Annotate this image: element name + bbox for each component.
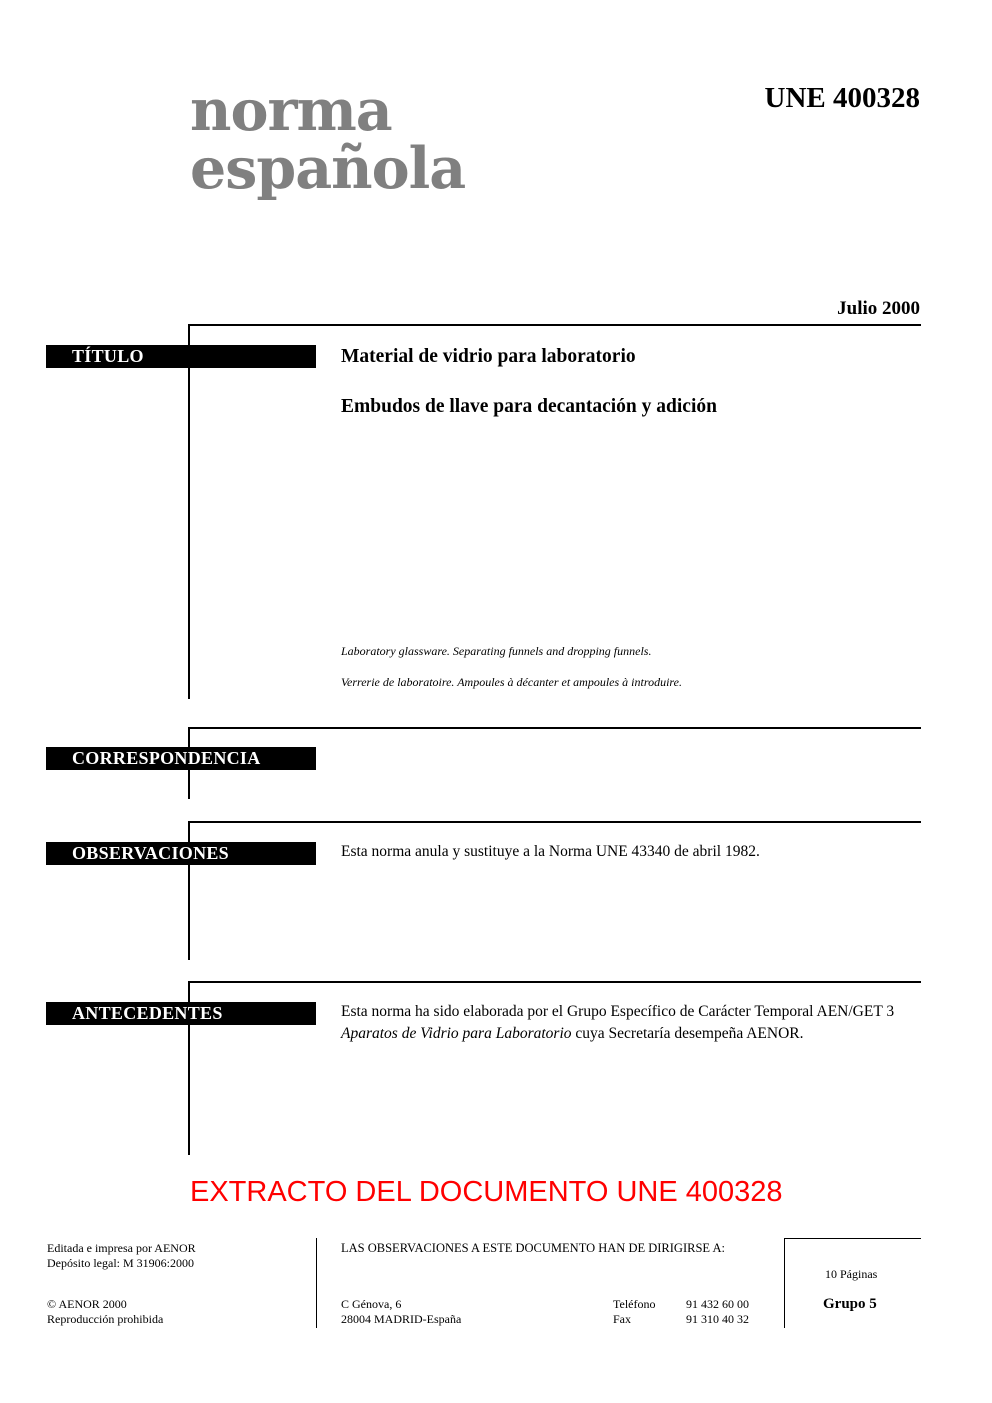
price-group: Grupo 5 — [823, 1296, 877, 1312]
phone-value: 91 432 60 00 — [686, 1297, 749, 1311]
contact-values — [686, 1297, 749, 1327]
footer-box-top — [784, 1238, 921, 1239]
page-count: 10 Páginas — [825, 1267, 878, 1281]
edited-by: Editada e impresa por AENOR — [47, 1241, 196, 1255]
subtitle: Embudos de llave para decantación y adición — [341, 396, 717, 417]
standard-code: UNE 400328 — [764, 82, 920, 114]
section-label-observaciones: OBSERVACIONES — [46, 842, 316, 865]
observations-heading: LAS OBSERVACIONES A ESTE DOCUMENTO HAN DE DIRIGIRSE A: — [341, 1241, 725, 1255]
brand-title — [190, 77, 466, 202]
english-title: Laboratory glassware. Separating funnels and dropping funnels. — [341, 644, 652, 658]
fax-label: Fax — [613, 1312, 631, 1326]
fax-value: 91 310 40 32 — [686, 1312, 749, 1326]
observaciones-text: Esta norma anula y sustituye a la Norma UNE 43340 de abril 1982. — [341, 843, 760, 860]
section-divider-correspondencia — [188, 727, 921, 729]
french-title: Verrerie de laboratoire. Ampoules à décanter et ampoules à introduire. — [341, 675, 682, 689]
brand-line-2: española — [190, 135, 466, 202]
section-label-correspondencia: CORRESPONDENCIA — [46, 747, 316, 770]
antecedentes-line-2-rest: cuya Secretaría desempeña AENOR. — [571, 1025, 804, 1042]
section-vline-titulo — [188, 324, 190, 699]
antecedentes-line-2 — [341, 1023, 931, 1045]
footer-publisher — [47, 1241, 196, 1271]
extract-notice: EXTRACTO DEL DOCUMENTO UNE 400328 — [190, 1176, 783, 1208]
section-divider-observaciones — [188, 821, 921, 823]
footer-copyright — [47, 1297, 163, 1327]
reproduction-notice: Reproducción prohibida — [47, 1312, 164, 1326]
main-title: Material de vidrio para laboratorio — [341, 346, 636, 367]
footer-divider-left — [316, 1238, 317, 1328]
publication-date: Julio 2000 — [837, 298, 920, 319]
section-divider-titulo — [188, 324, 921, 326]
brand-line-1: norma — [190, 77, 392, 144]
antecedentes-line-1: Esta norma ha sido elaborada por el Grupo Específico de Carácter Temporal AEN/GET 3 — [341, 1003, 895, 1020]
address-line-1: C Génova, 6 — [341, 1297, 402, 1311]
footer-address — [341, 1297, 461, 1327]
section-label-antecedentes: ANTECEDENTES — [46, 1002, 316, 1025]
copyright: © AENOR 2000 — [47, 1297, 127, 1311]
antecedentes-text — [341, 1001, 931, 1045]
committee-name: Aparatos de Vidrio para Laboratorio — [341, 1025, 572, 1042]
footer-box-left — [784, 1238, 785, 1328]
contact-labels — [613, 1297, 655, 1327]
section-divider-antecedentes — [188, 981, 921, 983]
address-line-2: 28004 MADRID-España — [341, 1312, 462, 1326]
section-label-titulo: TÍTULO — [46, 345, 316, 368]
phone-label: Teléfono — [613, 1297, 656, 1311]
legal-deposit: Depósito legal: M 31906:2000 — [47, 1256, 194, 1270]
